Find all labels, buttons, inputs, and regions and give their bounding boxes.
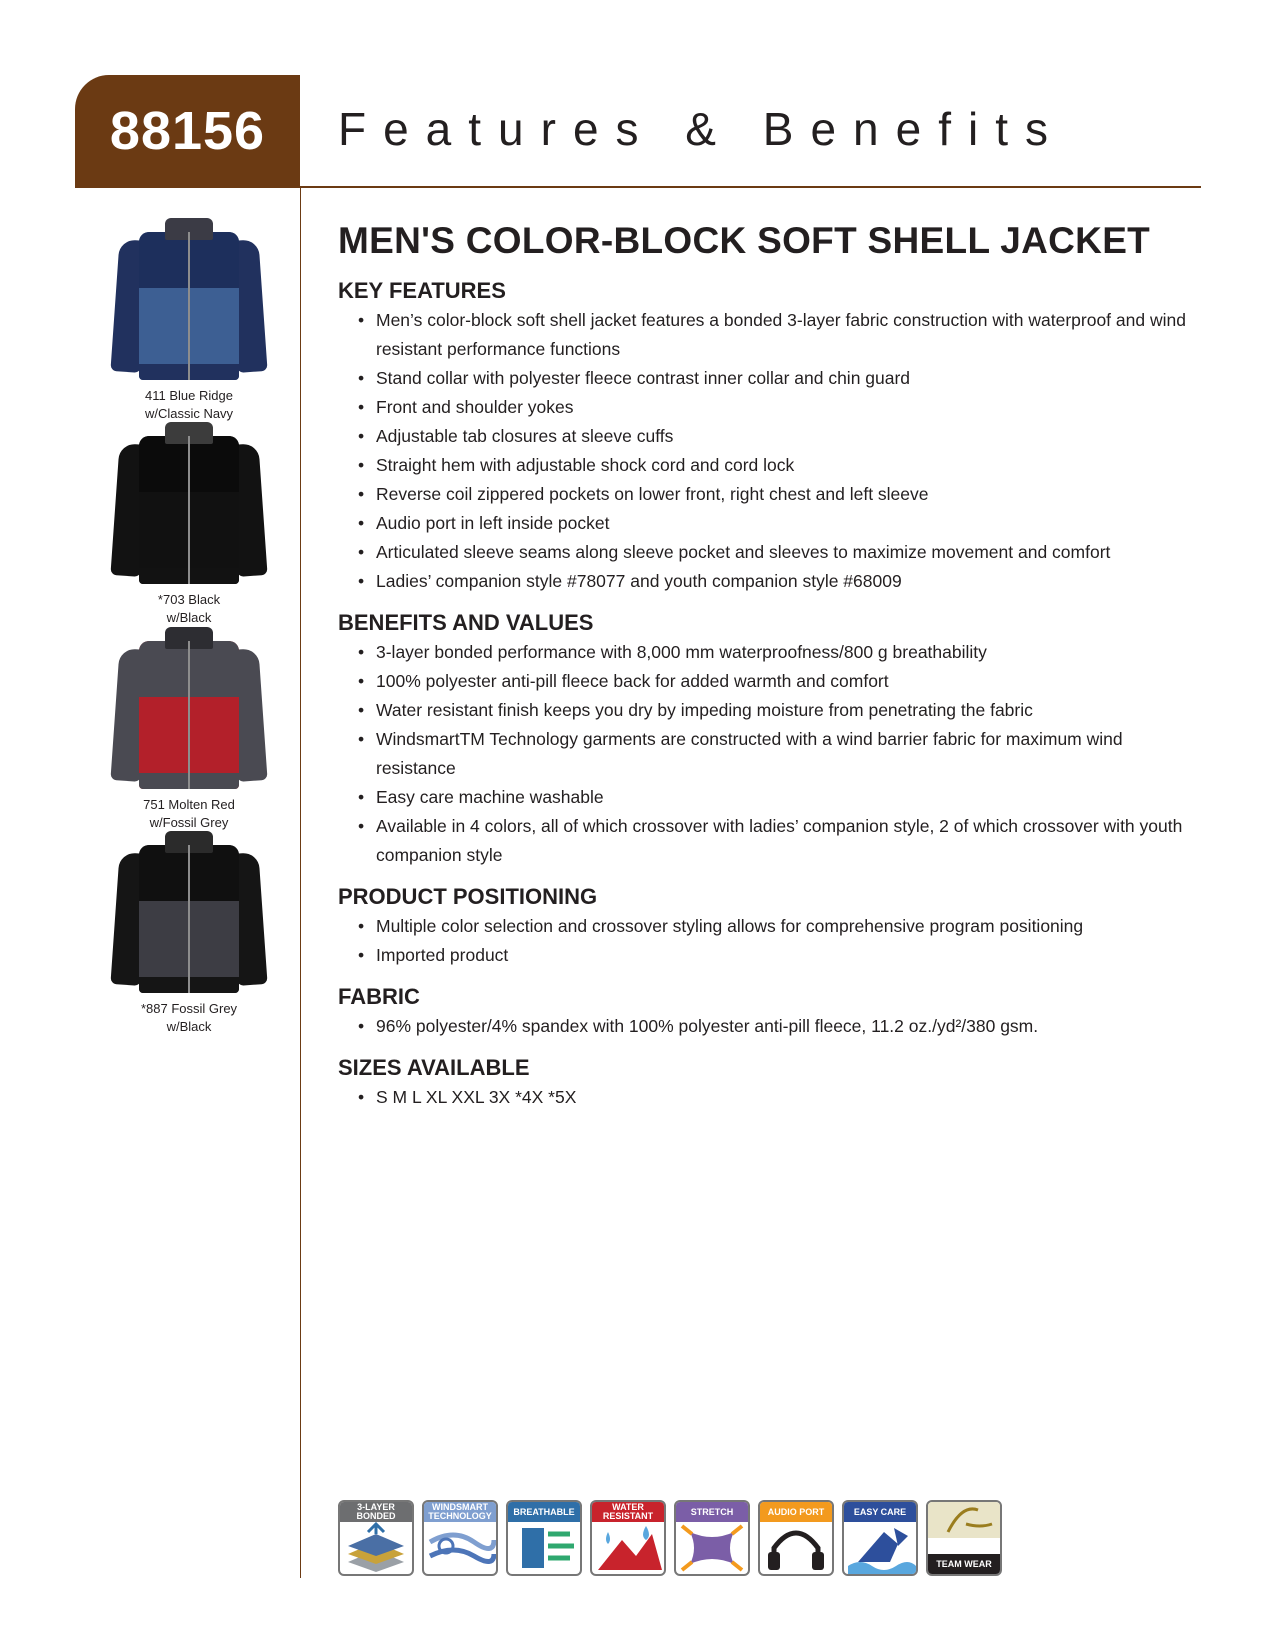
list-item-text: Stand collar with polyester fleece contrast inner collar and chin guard [376,368,911,388]
bullet: • [358,397,365,417]
list-item-text: Reverse coil zippered pockets on lower front, right chest and left sleeve [376,484,929,504]
bullet: • [358,700,365,720]
color-swatch [110,627,268,832]
bullet: • [358,571,365,591]
swatch-trim-name: w/Black [166,610,212,625]
color-swatch [110,831,268,1036]
list-item-text: Imported product [376,945,509,965]
bullet: • [358,426,365,446]
list-item [358,451,1198,480]
list-item-text: Men’s color-block soft shell jacket features a bonded 3-layer fabric construction with waterproof and wind resistant performance functions [376,310,1186,359]
bullet: • [358,671,365,691]
list-item [358,725,1198,783]
style-number-tab [75,75,300,187]
product-title: MEN'S COLOR-BLOCK SOFT SHELL JACKET [338,220,1151,261]
column-divider [300,186,301,1578]
section-list [338,638,1198,870]
bullet: • [358,513,365,533]
breathable-icon [506,1500,582,1576]
list-item-text: Water resistant finish keeps you dry by impeding moisture from penetrating the fabric [376,700,1033,720]
list-item [358,696,1198,725]
bullet: • [358,310,365,330]
list-item-text: Easy care machine washable [376,787,604,807]
list-item [358,783,1198,812]
section-title: BENEFITS AND VALUES [338,610,594,635]
list-item [358,422,1198,451]
list-item-text: Ladies’ companion style #78077 and youth companion style #68009 [376,571,902,591]
bullet: • [358,787,365,807]
list-item [358,941,1198,970]
bullet: • [358,484,365,504]
swatch-caption [110,1000,268,1036]
bullet: • [358,916,365,936]
team-wear-logo [926,1500,1002,1576]
list-item-text: S M L XL XXL 3X *4X *5X [376,1087,577,1107]
feature-icon-label: 3-LAYER BONDED [356,1502,396,1521]
jacket-image [113,218,265,383]
list-item [358,393,1198,422]
list-item-text: 96% polyester/4% spandex with 100% polyester anti-pill fleece, 11.2 oz./yd²/380 gsm. [376,1016,1039,1036]
swatch-color-name: 411 Blue Ridge [145,388,233,403]
swatch-caption [110,387,268,423]
section-list [338,912,1198,970]
swatch-trim-name: w/Classic Navy [144,406,234,421]
list-item-text: 3-layer bonded performance with 8,000 mm waterproofness/800 g breathability [376,642,987,662]
swatch-caption [110,796,268,832]
bullet: • [358,642,365,662]
feature-icon-label: WINDSMART TECHNOLOGY [428,1502,492,1521]
list-item-text: Multiple color selection and crossover styling allows for comprehensive program positioning [376,916,1084,936]
style-number: 88156 [109,101,266,161]
bullet: • [358,1087,365,1107]
wind-icon [422,1500,498,1576]
easy-care-icon [842,1500,918,1576]
section-title: KEY FEATURES [338,278,506,303]
color-swatch [110,422,268,627]
bullet: • [358,368,365,388]
list-item-text: 100% polyester anti-pill fleece back for added warmth and comfort [376,671,889,691]
swatch-color-name: 751 Molten Red [143,797,235,812]
list-item-text: WindsmartTM Technology garments are constructed with a wind barrier fabric for maximum wind resistance [376,729,1123,778]
header-divider [75,186,1201,188]
layers-icon [338,1500,414,1576]
color-swatch [110,218,268,423]
list-item [358,1012,1198,1041]
bullet: • [358,945,365,965]
feature-icon-label: EASY CARE [853,1506,907,1517]
list-item-text: Available in 4 colors, all of which crossover with ladies’ companion style, 2 of which crossover with youth companion style [376,816,1183,865]
bullet: • [358,455,365,475]
list-item [358,1083,1198,1112]
swatch-trim-name: w/Fossil Grey [149,815,229,830]
section-list [338,306,1198,596]
list-item-text: Audio port in left inside pocket [376,513,610,533]
list-item [358,667,1198,696]
list-item [358,480,1198,509]
swatch-trim-name: w/Black [166,1019,212,1034]
jacket-image [113,831,265,996]
section-list [338,1083,1198,1112]
feature-icon-strip [338,1500,1002,1576]
feature-icon-label: AUDIO PORT [767,1506,825,1517]
list-item-text: Articulated sleeve seams along sleeve pocket and sleeves to maximize movement and comfort [376,542,1111,562]
list-item [358,567,1198,596]
bullet: • [358,729,365,749]
section-title: FABRIC [338,984,420,1009]
feature-icon-label: STRETCH [690,1506,734,1517]
list-item [358,306,1198,364]
bullet: • [358,1016,365,1036]
list-item-text: Straight hem with adjustable shock cord and cord lock [376,455,795,475]
feature-icon-label: WATER RESISTANT [602,1502,654,1521]
list-item [358,538,1198,567]
jacket-image [113,422,265,587]
water-drop-icon [590,1500,666,1576]
swatch-color-name: *703 Black [157,592,221,607]
swatch-caption [110,591,268,627]
bullet: • [358,542,365,562]
section-list [338,1012,1198,1041]
list-item-text: Adjustable tab closures at sleeve cuffs [376,426,674,446]
list-item [358,638,1198,667]
section-title: SIZES AVAILABLE [338,1055,530,1080]
stretch-icon [674,1500,750,1576]
jacket-image [113,627,265,792]
list-item [358,364,1198,393]
section-title: PRODUCT POSITIONING [338,884,598,909]
list-item [358,509,1198,538]
swatch-color-name: *887 Fossil Grey [140,1001,238,1016]
feature-icon-label: BREATHABLE [513,1506,575,1517]
list-item [358,912,1198,941]
list-item [358,812,1198,870]
feature-icon-label: TEAM WEAR [936,1559,992,1569]
feature-sections [338,278,1198,1112]
list-item-text: Front and shoulder yokes [376,397,574,417]
bullet: • [358,816,365,836]
headphones-icon [758,1500,834,1576]
product-details [338,220,1198,1126]
page-title: Features & Benefits [338,103,1065,155]
